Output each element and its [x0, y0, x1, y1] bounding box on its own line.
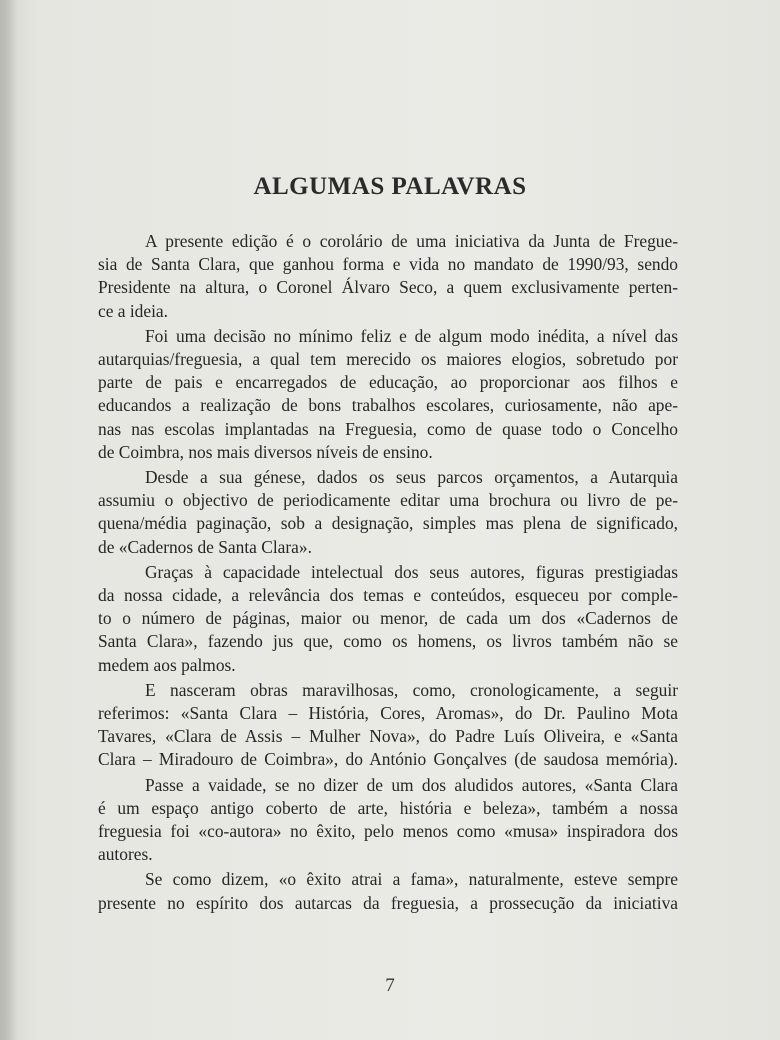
paragraph-6: [98, 774, 678, 867]
text-line: Santa Clara», fazendo jus que, como os homens, os livros também não se: [98, 631, 678, 652]
text-line: autarquias/freguesia, a qual tem merecido os maiores elogios, sobretudo por: [98, 349, 678, 370]
text-line: nas nas escolas implantadas na Freguesia, como de quase todo o Concelho: [98, 418, 678, 439]
text-line: presente no espírito dos autarcas da freguesia, a prossecução da iniciativa: [98, 892, 678, 913]
text-line: referimos: «Santa Clara – História, Cores, Aromas», do Dr. Paulino Mota: [98, 703, 678, 724]
text-line: educandos a realização de bons trabalhos escolares, curiosamente, não ape-: [98, 395, 678, 416]
paragraph-2: [98, 325, 678, 464]
text-line: parte de pais e encarregados de educação, ao proporcionar aos filhos e: [98, 372, 678, 393]
text-line: autores.: [98, 844, 153, 865]
page-title: ALGUMAS PALAVRAS: [253, 173, 527, 200]
text-line: Tavares, «Clara de Assis – Mulher Nova», do Padre Luís Oliveira, e «Santa: [98, 726, 678, 747]
text-line: Presidente na altura, o Coronel Álvaro Seco, a quem exclusivamente perten-: [98, 277, 678, 298]
text-line: E nasceram obras maravilhosas, como, cronologicamente, a seguir: [145, 679, 678, 700]
text-line: A presente edição é o corolário de uma iniciativa da Junta de Fregue-: [145, 231, 678, 251]
paragraph-3: [98, 466, 678, 559]
text-line: Graças à capacidade intelectual dos seus autores, figuras prestigiadas: [145, 561, 678, 582]
text-line: assumiu o objectivo de periodicamente editar uma brochura ou livro de pe-: [98, 490, 678, 511]
text-line: Desde a sua génese, dados os seus parcos orçamentos, a Autarquia: [145, 467, 678, 488]
page-gutter-shadow: [0, 0, 18, 1040]
text-line: sia de Santa Clara, que ganhou forma e vida no mandato de 1990/93, sendo: [98, 254, 678, 275]
text-line: Clara – Miradouro de Coimbra», do António Gonçalves (de saudosa memória).: [98, 749, 678, 770]
paragraph-1: [98, 230, 678, 323]
text-line: de Coimbra, nos mais diversos níveis de ensino.: [98, 441, 433, 462]
text-line: quena/média paginação, sob a designação, simples mas plena de significado,: [98, 513, 678, 534]
text-line: Passe a vaidade, se no dizer de um dos aludidos autores, «Santa Clara: [145, 774, 678, 795]
text-line: Foi uma decisão no mínimo feliz e de algum modo inédita, a nível das: [145, 325, 678, 346]
text-line: ce a ideia.: [98, 300, 168, 321]
text-line: to o número de páginas, maior ou menor, de cada um dos «Cadernos de: [98, 608, 678, 629]
text-line: freguesia foi «co-autora» no êxito, pelo menos como «musa» inspiradora dos: [98, 821, 678, 842]
text-line: medem aos palmos.: [98, 654, 236, 675]
page-number: 7: [385, 975, 395, 996]
paragraph-7: [98, 868, 678, 914]
text-line: Se como dizem, «o êxito atrai a fama», naturalmente, esteve sempre: [145, 869, 678, 890]
text-line: é um espaço antigo coberto de arte, história e beleza», também a nossa: [98, 797, 678, 818]
paragraph-4: [98, 561, 678, 677]
body-text: [98, 230, 678, 917]
text-line: da nossa cidade, a relevância dos temas e conteúdos, esqueceu por comple-: [98, 585, 678, 606]
text-line: de «Cadernos de Santa Clara».: [98, 536, 312, 557]
paragraph-5: [98, 679, 678, 772]
